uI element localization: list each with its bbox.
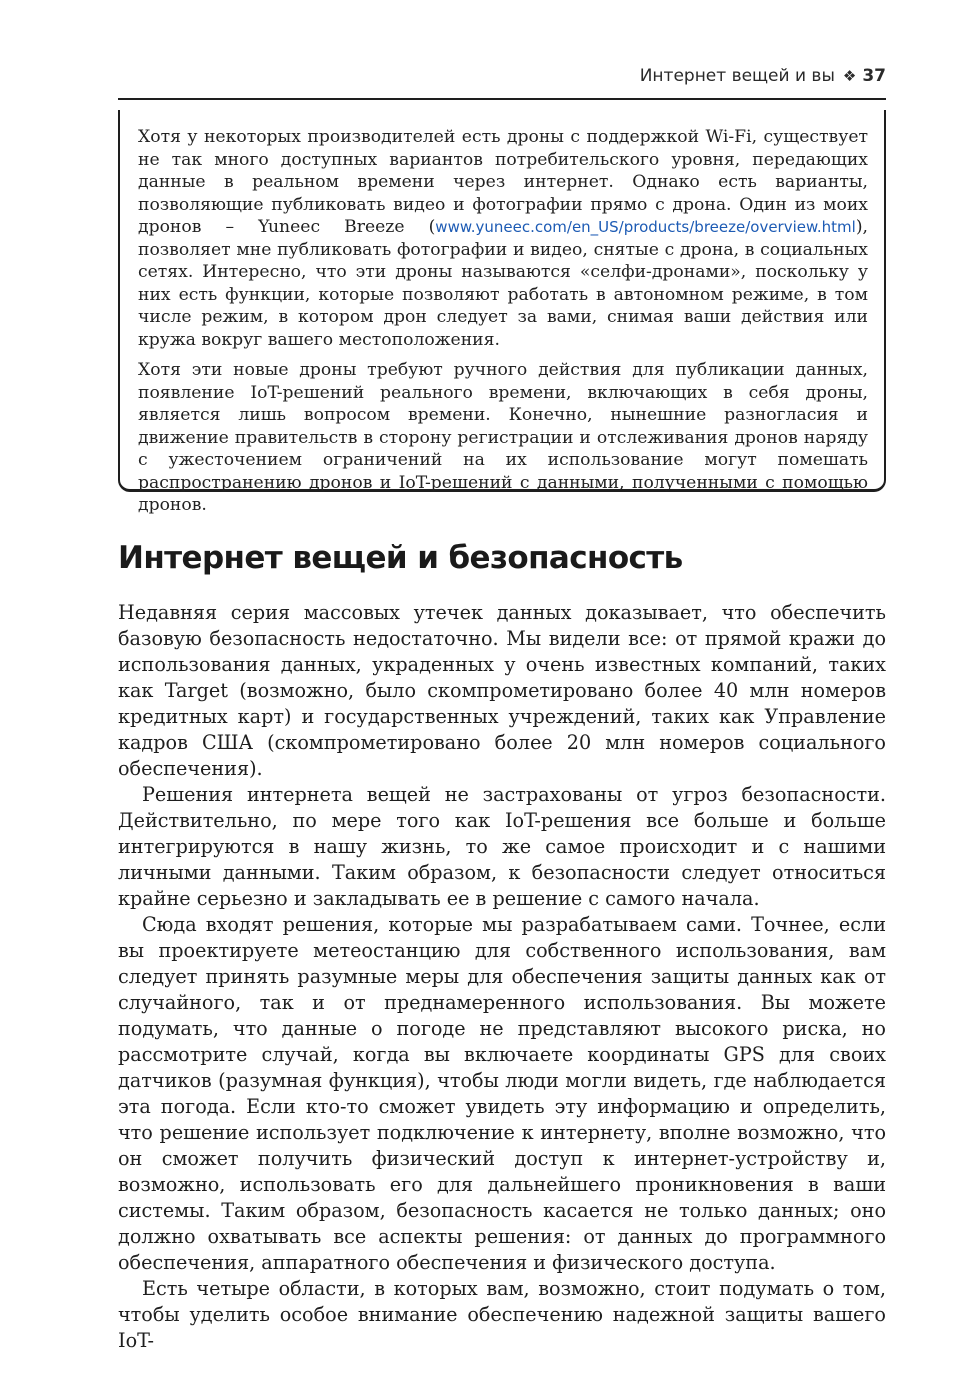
sidebar-note-box bbox=[118, 110, 886, 515]
body-text bbox=[118, 600, 886, 1354]
body-paragraph: Есть четыре области, в которых вам, возможно, стоит подумать о том, чтобы уделить особое внимание обеспечению надежной защиты вашего IoT- bbox=[118, 1277, 886, 1352]
sidebar-text: ), позволяет мне публиковать фотографии и видео, снятые с дрона, в социальных сетях. Интересно, что эти дроны называются «селфи-дронами», поскольку у них есть функции, которые позволяют работать в автономном режиме, в том числе режим, в котором дрон следует за вами, снимая ваши действия или кружа вокруг вашего местоположения. bbox=[138, 217, 868, 350]
page-number: 37 bbox=[862, 66, 886, 86]
body-paragraph: Недавняя серия массовых утечек данных доказывает, что обеспечить базовую безопасность недостаточно. Мы видели все: от прямой кражи до использования данных, украденных у очень известных компаний, таких как Target (возможно, было скомпрометировано более 40 млн номеров кредитных карт) и государственных учреждений, таких как Управление кадров США (скомпрометировано более 20 млн номеров социального обеспечения). bbox=[118, 601, 886, 780]
sidebar-paragraph: Хотя эти новые дроны требуют ручного действия для публикации данных, появление IoT-решений реального времени, включающих в себя дроны, является лишь вопросом времени. Конечно, нынешние разногласия и движение правительств в сторону регистрации и отслеживания дронов наряду с ужесточением ограничений на их использование могут помешать распространению дронов и IoT-решений с данными, полученными с помощью дронов. bbox=[138, 360, 868, 515]
body-paragraph: Решения интернета вещей не застрахованы от угроз безопасности. Действительно, по мере того как IoT-решения все больше и больше интегрируются в нашу жизнь, то же самое происходит и с нашими личными данными. Таким образом, к безопасности следует относиться крайне серьезно и закладывать ее в решение с самого начала. bbox=[118, 783, 886, 910]
page-header bbox=[118, 62, 886, 100]
yuneec-link[interactable]: www.yuneec.com/en_US/products/breeze/overview.html bbox=[435, 218, 856, 236]
ornament-separator-icon: ❖ bbox=[842, 67, 857, 85]
section-title: Интернет вещей и безопасность bbox=[118, 540, 683, 576]
body-paragraph: Сюда входят решения, которые мы разрабатываем сами. Точнее, если вы проектируете метеостанцию для собственного использования, вам следует принять разумные меры для обеспечения защиты данных как от случайного, так и от преднамеренного использования. Вы можете подумать, что данные о погоде не представляют высокого риска, но рассмотрите случай, когда вы включаете координаты GPS для своих датчиков (разумная функция), чтобы люди могли видеть, где наблюдается эта погода. Если кто-то сможет увидеть эту информацию и определить, что решение использует подключение к интернету, вполне возможно, что он сможет получить физический доступ к интернет-устройству и, возможно, использовать его для дальнейшего проникновения в ваши системы. Таким образом, безопасность касается не только данных; оно должно охватывать все аспекты решения: от данных до программного обеспечения, аппаратного обеспечения и физического доступа. bbox=[118, 913, 886, 1274]
sidebar-paragraph bbox=[138, 126, 868, 351]
running-title: Интернет вещей и вы bbox=[639, 66, 835, 86]
sidebar-text: Хотя у некоторых производителей есть дроны с поддержкой Wi-Fi, существует не так много доступных вариантов потребительского уровня, передающих данные в реальном времени через интернет. Однако есть варианты, позволяющие публиковать видео и фотографии прямо с дрона. Один из моих дронов – Yuneec Breeze ( bbox=[138, 127, 868, 237]
